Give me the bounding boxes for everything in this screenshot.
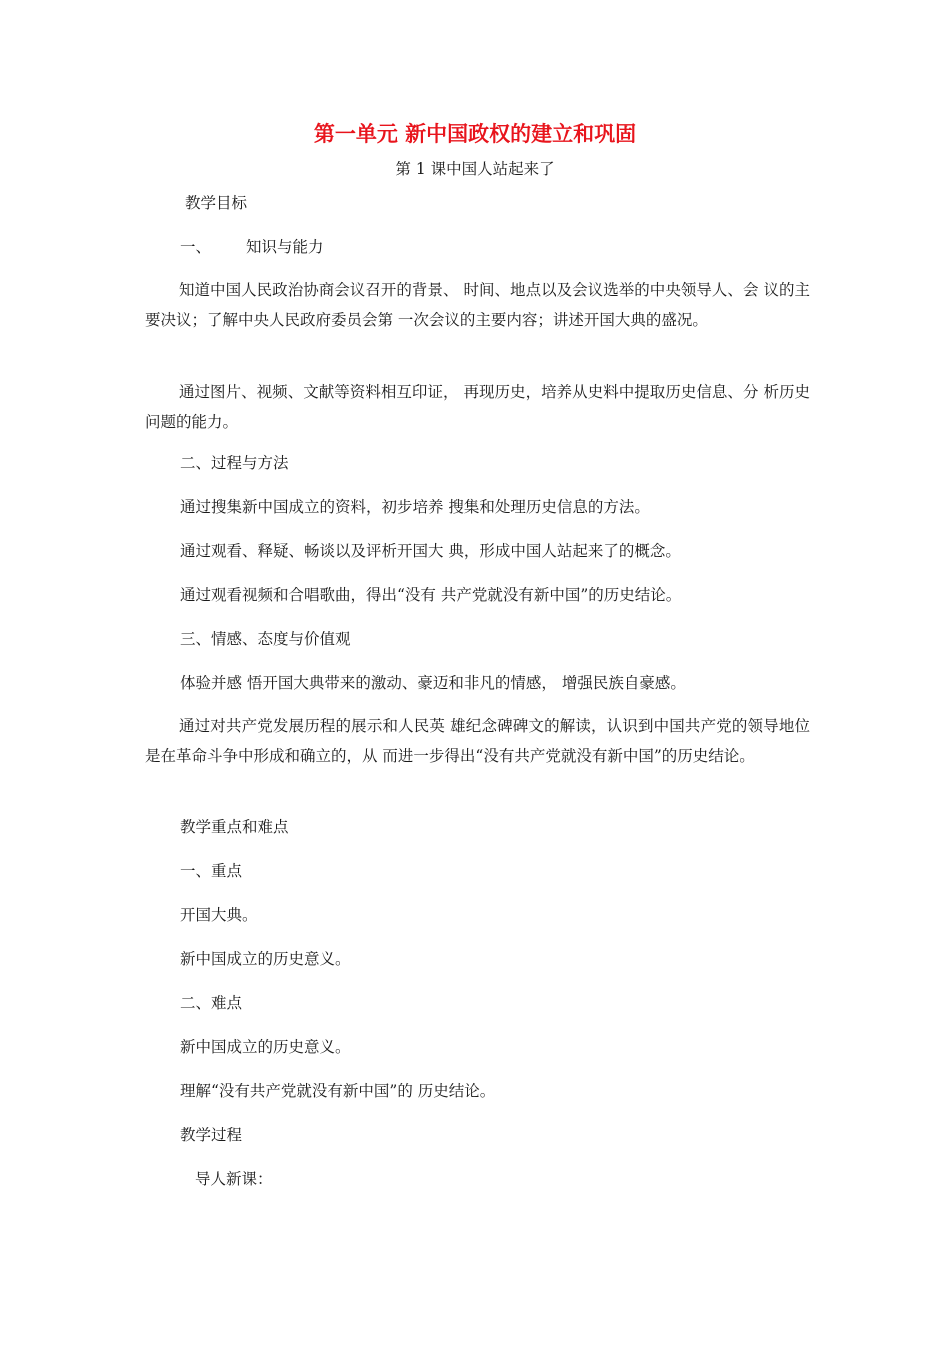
lesson-subtitle: 第 1 课中国人站起来了: [395, 160, 555, 178]
intro-label: 导人新课：: [195, 1170, 273, 1188]
paragraph-process-1: 通过搜集新中国成立的资料，初步培养 搜集和处理历史信息的方法。: [180, 498, 650, 516]
section3-heading: 三、情感、态度与价值观: [180, 630, 351, 648]
paragraph-emotion-1: 体验并感 悟开国大典带来的激动、豪迈和非凡的情感， 增强民族自豪感。: [180, 674, 686, 692]
key-points-heading: 教学重点和难点: [180, 818, 289, 836]
key-points-label: 一、重点: [180, 862, 243, 880]
section2-heading: 二、过程与方法: [180, 454, 289, 472]
difficult-points-label: 二、难点: [180, 994, 243, 1012]
section1-number: 一、: [180, 238, 212, 256]
paragraph-knowledge: 知道中国人民政治协商会议召开的背景、 时间、地点以及会议选举的中央领导人、会 议的主要决议；了解中央人民政府委员会第 一次会议的主要内容；讲述开国大典的盛况。: [145, 281, 810, 329]
paragraph-process-2: 通过观看、释疑、畅谈以及评析开国大 典，形成中国人站起来了的概念。: [180, 542, 681, 560]
section1-label: 知识与能力: [246, 238, 324, 256]
paragraph-process-3: 通过观看视频和合唱歌曲，得出“没有 共产党就没有新中国”的历史结论。: [180, 586, 682, 604]
difficult-point-item-2: 理解“没有共产党就没有新中国”的 历史结论。: [180, 1082, 496, 1100]
objectives-heading: 教学目标: [185, 194, 248, 212]
difficult-point-item-1: 新中国成立的历史意义。: [180, 1038, 351, 1056]
unit-title: 第一单元 新中国政权的建立和巩固: [313, 121, 637, 146]
process-heading: 教学过程: [180, 1126, 243, 1144]
key-point-item-1: 开国大典。: [180, 906, 258, 924]
paragraph-ability: 通过图片、视频、文献等资料相互印证， 再现历史，培养从史料中提取历史信息、分 析历史问题的能力。: [145, 383, 810, 431]
key-point-item-2: 新中国成立的历史意义。: [180, 950, 351, 968]
paragraph-emotion-2: 通过对共产党发展历程的展示和人民英 雄纪念碑碑文的解读，认识到中国共产党的领导地位是在革命斗争中形成和确立的，从 而进一步得出“没有共产党就没有新中国”的历史结论。: [145, 717, 810, 765]
